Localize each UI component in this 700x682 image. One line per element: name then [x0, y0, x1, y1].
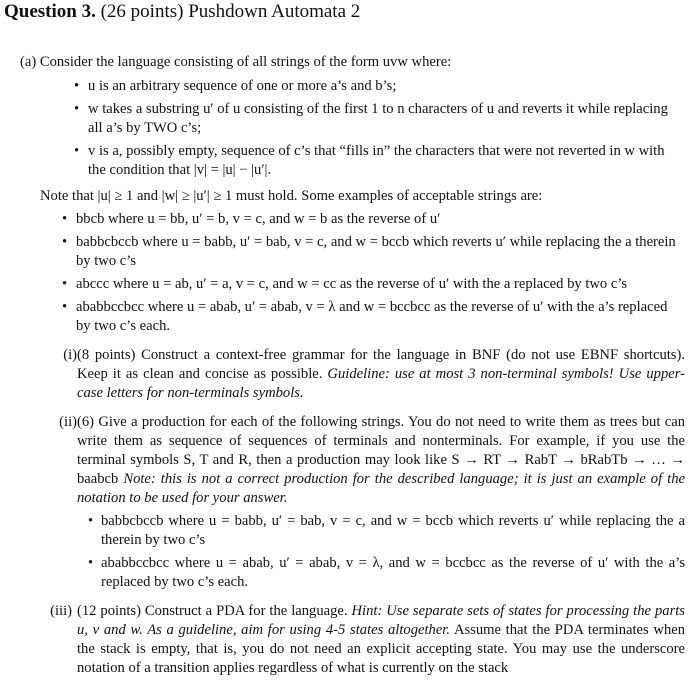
production-example: • ababbccbcc where u = abab, u′ = abab, v = λ, and w = bccbcc as the reverse of u′ with the a’s replaced by two c’s each.: [101, 554, 685, 592]
subquestion-iii-number: (iii): [50, 603, 72, 619]
subquestion-iii-hint: Hint: Use separate sets of states for processing the parts u, v and w. As a guideline, aim for using 4-5 states altogether.: [77, 603, 685, 638]
example-item: • babbcbccb where u = babb, u′ = bab, v = c, and w = bccb which reverts u′ while replacing the a therein by two c’s: [76, 233, 685, 271]
constraint-note: Note that |u| ≥ 1 and |w| ≥ |u′| ≥ 1 must hold. Some examples of acceptable strings are:: [40, 188, 543, 204]
subquestion-ii-text: (6) Give a production for each of the following strings. You do not need to write them as trees but can write them as sequence of sequences of terminals and nonterminals. For example, if you use the terminal symbols S, T and R, then a production may look like S → RT → RabT → bRabTb → … → baabcb: [77, 414, 685, 487]
example-item: • bbcb where u = bb, u′ = b, v = c, and w = b as the reverse of u′: [76, 210, 685, 229]
question-number: Question 3.: [4, 1, 96, 22]
subquestion-iii: [4, 602, 685, 678]
example-item: • ababbccbcc where u = abab, u′ = abab, v = λ and w = bccbcc as the reverse of u′ with the a’s replaced by two c’s each.: [76, 298, 685, 336]
subquestion-ii-note: Note: this is not a correct production for the described language; it is just an example of the notation to be used for your answer.: [77, 471, 685, 506]
subquestion-ii-examples: [77, 512, 685, 592]
part-a-intro: [20, 53, 685, 72]
definition-list: [20, 77, 685, 180]
subquestion-iii-tail: Assume that the PDA terminates when the stack is empty, that is, you do not need an explicit accepting state. You may use the underscore notation of a transition applies regardless of what is currently on the stack: [77, 622, 686, 676]
subquestion-i-guideline: Guideline: use at most 3 non-terminal symbols! Use upper-case letters for non-terminals symbols.: [77, 366, 685, 401]
subquestion-i-number: (i): [63, 347, 77, 363]
example-list: [4, 210, 685, 336]
part-a-intro-text: Consider the language consisting of all strings of the form uvw where:: [39, 54, 452, 70]
subquestion-i: [4, 346, 685, 403]
definition-item: • u is an arbitrary sequence of one or more a’s and b’s;: [88, 77, 685, 96]
question-title: [4, 0, 685, 23]
part-a-label: (a): [20, 54, 37, 70]
definition-item: • v is a, possibly empty, sequence of c’s that “fills in” the characters that were not reverted in w with the condition that |v| = |u| − |u′|.: [88, 142, 685, 180]
production-example: • babbcbccb where u = babb, u′ = bab, v = c, and w = bccb which reverts u′ while replacing the a therein by two c’s: [101, 512, 685, 550]
part-a: [4, 53, 685, 180]
example-item: • abccc where u = ab, u′ = a, v = c, and w = cc as the reverse of u′ with the a replaced by two c’s: [76, 275, 685, 294]
subquestion-iii-text: (12 points) Construct a PDA for the language.: [77, 603, 348, 619]
subquestion-ii-number: (ii): [59, 414, 77, 430]
question-heading: (26 points) Pushdown Automata 2: [100, 1, 361, 22]
definition-item: • w takes a substring u′ of u consisting of the first 1 to n characters of u and reverts it while replacing all a’s by TWO c’s;: [88, 100, 685, 138]
subquestion-i-text: (8 points) Construct a context-free grammar for the language in BNF (do not use EBNF shortcuts). Keep it as clean and concise as possible.: [77, 347, 685, 382]
subquestion-ii: [4, 413, 685, 592]
